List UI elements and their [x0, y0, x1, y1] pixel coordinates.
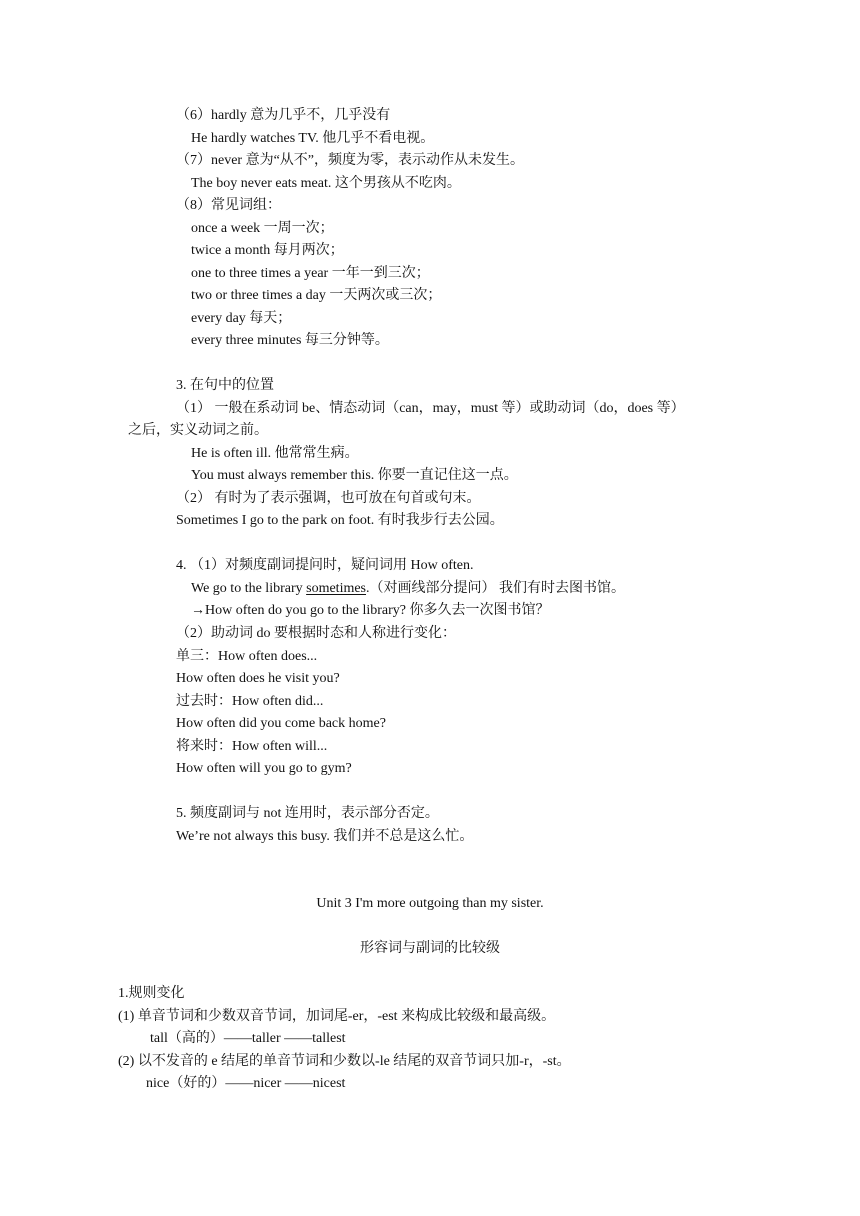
unit3-heading1: 1.规则变化: [118, 986, 185, 1001]
question-line: How often will you go to gym?: [176, 761, 352, 776]
unit3-title: Unit 3 I'm more outgoing than my sister.: [316, 896, 544, 911]
question-example-before: We go to the library: [191, 581, 307, 596]
item7-title: （7）never 意为“从不”，频度为零，表示动作从未发生。: [176, 153, 525, 168]
question-line: How often did you come back home?: [176, 716, 386, 731]
question-answer: →How often do you go to the library? 你多久去一次图书馆？: [191, 603, 550, 618]
phrase-item: once a week 一周一次；: [191, 221, 334, 236]
negation-heading: 5. 频度副词与 not 连用时，表示部分否定。: [176, 806, 439, 821]
phrase-item: two or three times a day 一天两次或三次；: [191, 288, 442, 303]
position-rule2: （2） 有时为了表示强调，也可放在句首或句末。: [176, 491, 481, 506]
position-rule1-line2: 之后，实义动词之前。: [128, 423, 268, 438]
question-line: 过去时：How often did...: [176, 694, 324, 709]
item6-example: He hardly watches TV. 他几乎不看电视。: [191, 131, 435, 146]
underlined-word: sometimes: [306, 581, 367, 596]
phrase-item: every day 每天；: [191, 311, 292, 326]
unit3-rule1: (1) 单音节词和少数双音节词，加词尾-er，-est 来构成比较级和最高级。: [118, 1009, 556, 1024]
question-line: 将来时：How often will...: [176, 739, 328, 754]
phrase-item: one to three times a year 一年一到三次；: [191, 266, 430, 281]
position-heading: 3. 在句中的位置: [176, 378, 274, 393]
position-example1: He is often ill. 他常常生病。: [191, 446, 359, 461]
unit3-rule1-example: tall（高的）——taller ——tallest: [150, 1031, 346, 1046]
item7-example: The boy never eats meat. 这个男孩从不吃肉。: [191, 176, 461, 191]
item8-title: （8）常见词组：: [176, 198, 281, 213]
question-line: 单三：How often does...: [176, 649, 318, 664]
question-example: [191, 578, 625, 601]
item6-title: （6）hardly 意为几乎不，几乎没有: [176, 108, 391, 123]
position-example2: You must always remember this. 你要一直记住这一点。: [191, 468, 518, 483]
unit3-rule2: (2) 以不发音的 e 结尾的单音节词和少数以-le 结尾的双音节词只加-r，-st。: [118, 1054, 571, 1069]
phrase-item: twice a month 每月两次；: [191, 243, 344, 258]
position-example3: Sometimes I go to the park on foot. 有时我步行去公园。: [176, 513, 504, 528]
negation-example: We’re not always this busy. 我们并不总是这么忙。: [176, 829, 474, 844]
unit3-rule2-example: nice（好的）——nicer ——nicest: [146, 1076, 346, 1091]
position-rule1-line1: （1） 一般在系动词 be、情态动词（can，may，must 等）或助动词（do，does 等）: [176, 401, 685, 416]
unit3-subtitle: 形容词与副词的比较级: [360, 941, 500, 956]
phrase-item: every three minutes 每三分钟等。: [191, 333, 389, 348]
question-heading: 4. （1）对频度副词提问时，疑问词用 How often.: [176, 558, 474, 573]
question-rule2: （2）助动词 do 要根据时态和人称进行变化：: [176, 626, 456, 641]
question-line: How often does he visit you?: [176, 671, 340, 686]
question-example-after: .（对画线部分提问） 我们有时去图书馆。: [366, 581, 626, 596]
